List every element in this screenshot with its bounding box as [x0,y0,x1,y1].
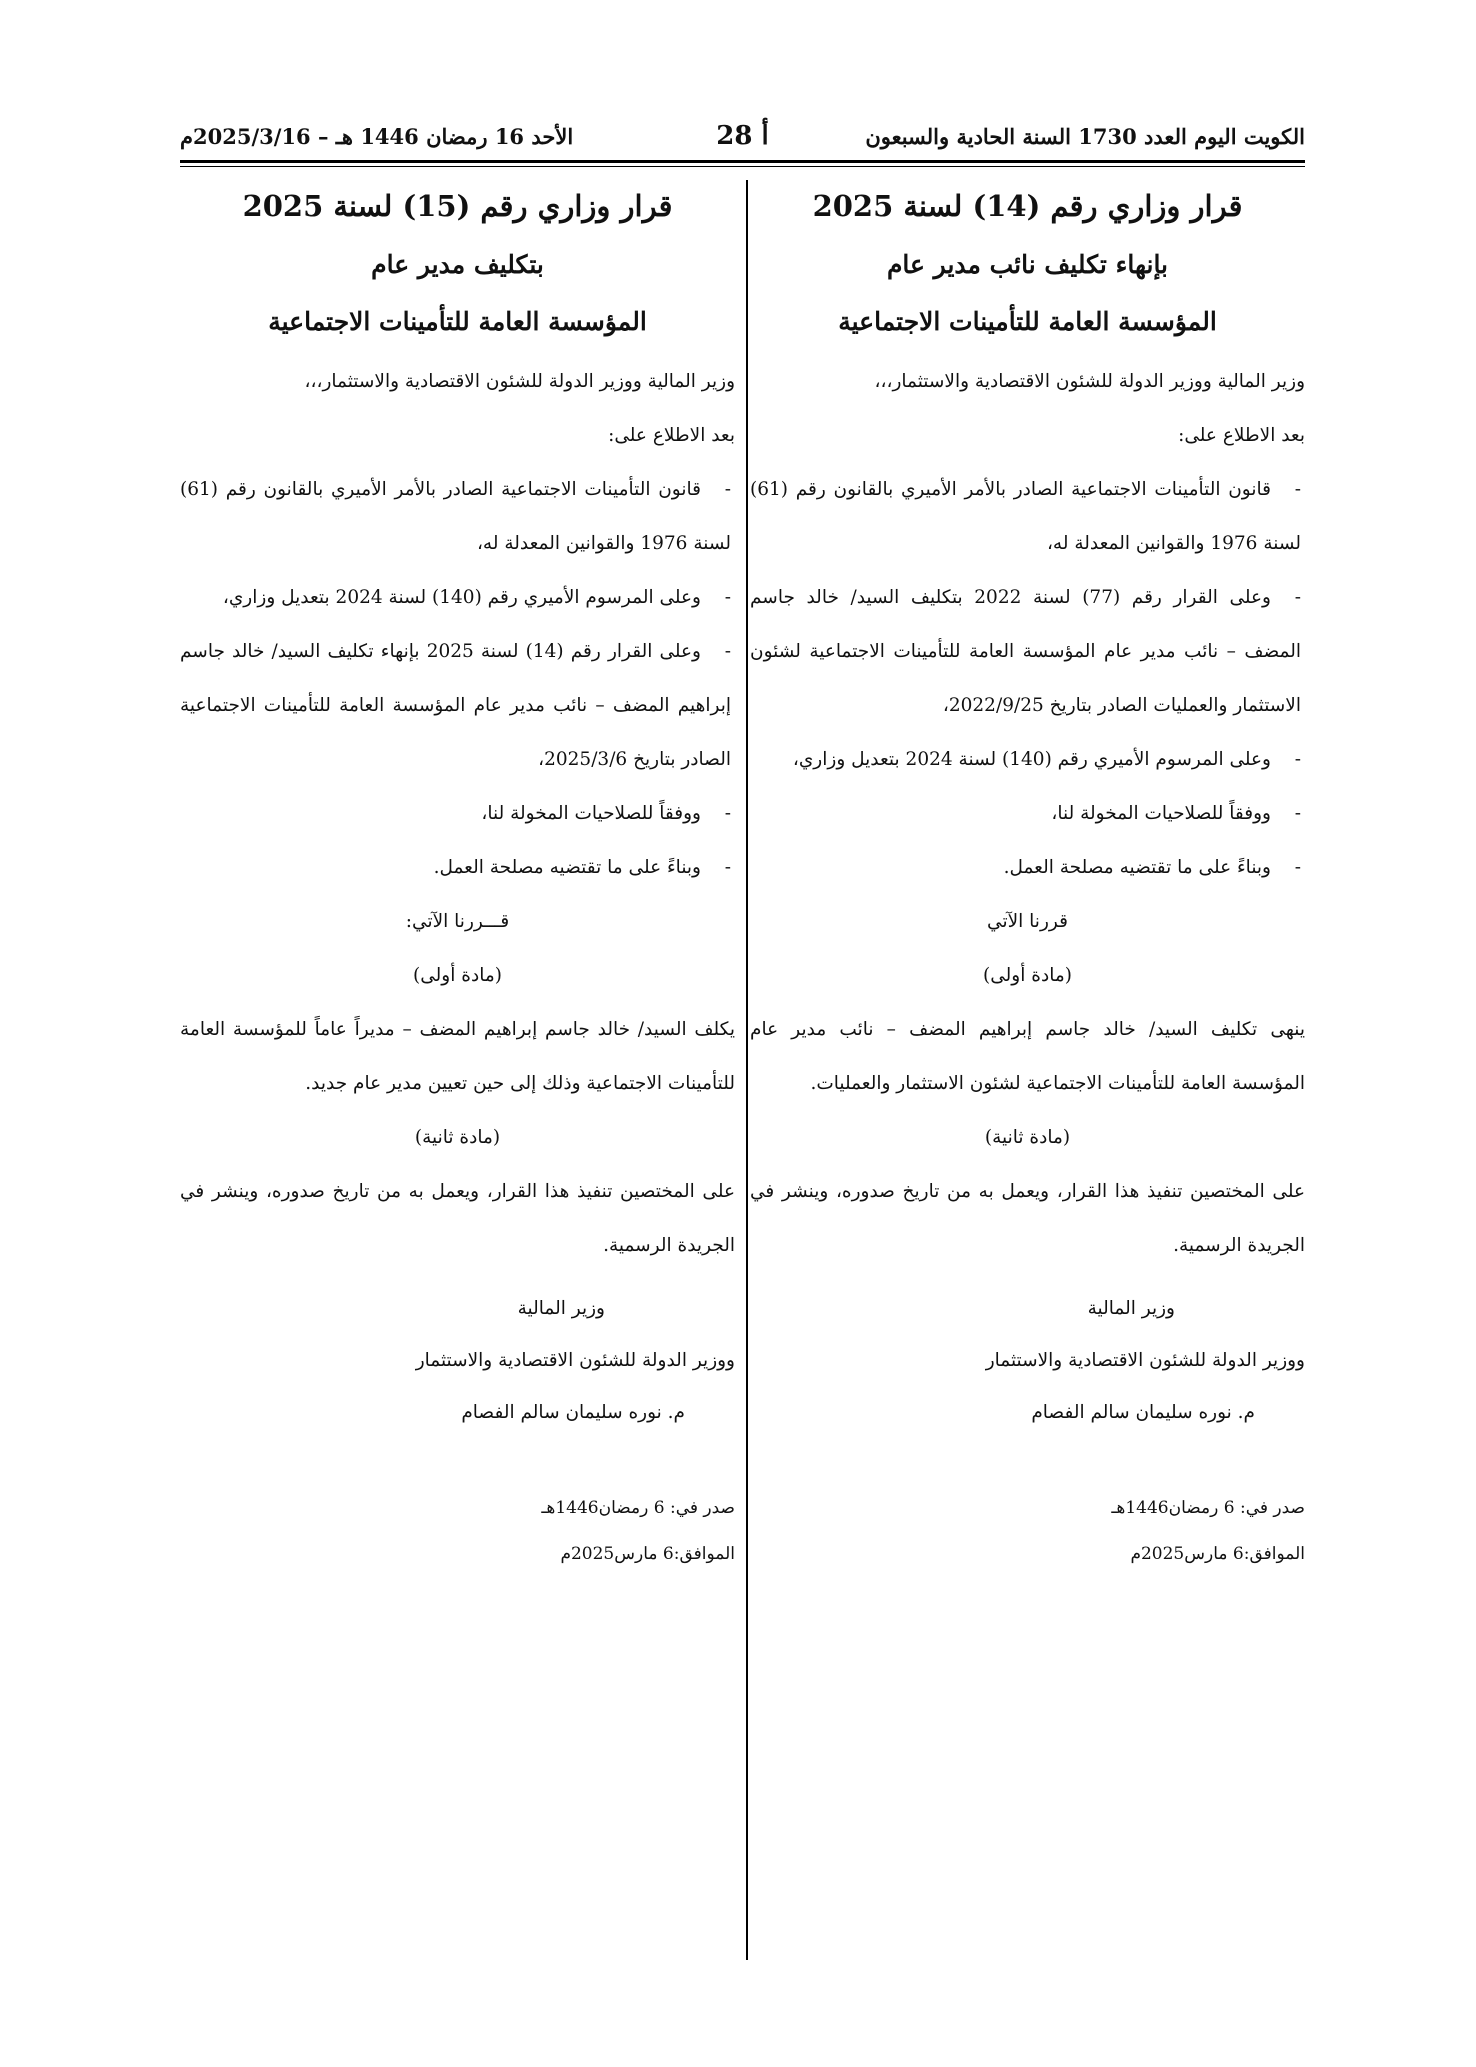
after-review: بعد الاطلاع على: [1178,424,1305,446]
decision-14-column [750,170,1305,1577]
signature-title-1: وزير المالية [517,1297,605,1319]
article-1-title: (مادة أولى) [413,964,502,986]
list-item: -وبناءً على ما تقتضيه مصلحة العمل. [1003,856,1301,878]
after-review: بعد الاطلاع على: [608,424,735,446]
column-divider [746,180,748,1960]
list-item: -ووفقاً للصلاحيات المخولة لنا، [481,802,731,824]
list-item: -ووفقاً للصلاحيات المخولة لنا، [1051,802,1301,824]
issued-date-gregorian: الموافق:6 مارس2025م [560,1543,735,1564]
decision-entity: المؤسسة العامة للتأمينات الاجتماعية [838,306,1217,336]
list-item: -وعلى المرسوم الأميري رقم (140) لسنة 2024 بتعديل وزاري، [792,748,1301,770]
list-item: -وعلى القرار رقم (77) لسنة 2022 بتكليف السيد/ خالد جاسم المضف – نائب مدير عام المؤسسة العامة للتأمينات الاجتماعية لشئون الاستثمار والعمليات الصادر بتاريخ 2022/9/25، [750,586,1301,716]
signature-title-2: ووزير الدولة للشئون الاقتصادية والاستثمار [985,1349,1305,1371]
list-item: -قانون التأمينات الاجتماعية الصادر بالأمر الأميري بالقانون رقم (61) لسنة 1976 والقوانين المعدلة له، [180,478,731,554]
decision-15-column [180,170,735,1577]
list-item: -وبناءً على ما تقتضيه مصلحة العمل. [433,856,731,878]
issued-block [750,1485,1305,1577]
signature-name: م. نوره سليمان سالم الفصام [461,1401,685,1423]
issued-block [180,1485,735,1577]
decision-subtitle: بتكليف مدير عام [371,249,544,279]
preamble: وزير المالية ووزير الدولة للشئون الاقتصادية والاستثمار،،، [874,370,1305,392]
decided-heading: قررنا الآتي [987,910,1068,932]
list-item: -قانون التأمينات الاجتماعية الصادر بالأمر الأميري بالقانون رقم (61) لسنة 1976 والقوانين المعدلة له، [750,478,1301,554]
issued-date-hijri: صدر في: 6 رمضان1446هـ [541,1497,735,1518]
issued-date-gregorian: الموافق:6 مارس2025م [1130,1543,1305,1564]
issued-date-hijri: صدر في: 6 رمضان1446هـ [1111,1497,1305,1518]
list-item: -وعلى المرسوم الأميري رقم (140) لسنة 2024 بتعديل وزاري، [222,586,731,608]
page-header [180,116,1305,156]
header-rule-thick [180,160,1305,163]
article-1-text: ينهى تكليف السيد/ خالد جاسم إبراهيم المضف – نائب مدير عام المؤسسة العامة للتأمينات الاجتماعية لشئون الاستثمار والعمليات. [750,1018,1305,1094]
list-item: -وعلى القرار رقم (14) لسنة 2025 بإنهاء تكليف السيد/ خالد جاسم إبراهيم المضف – نائب مدير عام المؤسسة العامة للتأمينات الاجتماعية الصادر بتاريخ 2025/3/6، [180,640,731,770]
decision-subtitle: بإنهاء تكليف نائب مدير عام [886,249,1169,279]
preamble: وزير المالية ووزير الدولة للشئون الاقتصادية والاستثمار،،، [304,370,735,392]
decided-heading: قـــررنا الآتي: [405,910,510,932]
header-rule-thin [180,166,1305,167]
decision-entity: المؤسسة العامة للتأمينات الاجتماعية [268,306,647,336]
article-2-text: على المختصين تنفيذ هذا القرار، ويعمل به من تاريخ صدوره، وينشر في الجريدة الرسمية. [750,1180,1305,1256]
signature-title-1: وزير المالية [1087,1297,1175,1319]
decision-title: قرار وزاري رقم (15) لسنة 2025 [242,189,673,223]
article-2-text: على المختصين تنفيذ هذا القرار، ويعمل به من تاريخ صدوره، وينشر في الجريدة الرسمية. [180,1180,735,1256]
article-2-title: (مادة ثانية) [414,1126,501,1148]
article-1-title: (مادة أولى) [983,964,1072,986]
decision-title: قرار وزاري رقم (14) لسنة 2025 [812,189,1243,223]
article-2-title: (مادة ثانية) [984,1126,1071,1148]
signature-title-2: ووزير الدولة للشئون الاقتصادية والاستثمار [415,1349,735,1371]
signature-name: م. نوره سليمان سالم الفصام [1031,1401,1255,1423]
header-page-number: أ 28 [716,121,769,151]
header-issue-info: الكويت اليوم العدد 1730 السنة الحادية والسبعون [865,123,1305,149]
article-1-text: يكلف السيد/ خالد جاسم إبراهيم المضف – مديراً عاماً للمؤسسة العامة للتأمينات الاجتماعية وذلك إلى حين تعيين مدير عام جديد. [180,1018,735,1094]
header-date: الأحد 16 رمضان 1446 هـ – 2025/3/16م [180,123,574,149]
